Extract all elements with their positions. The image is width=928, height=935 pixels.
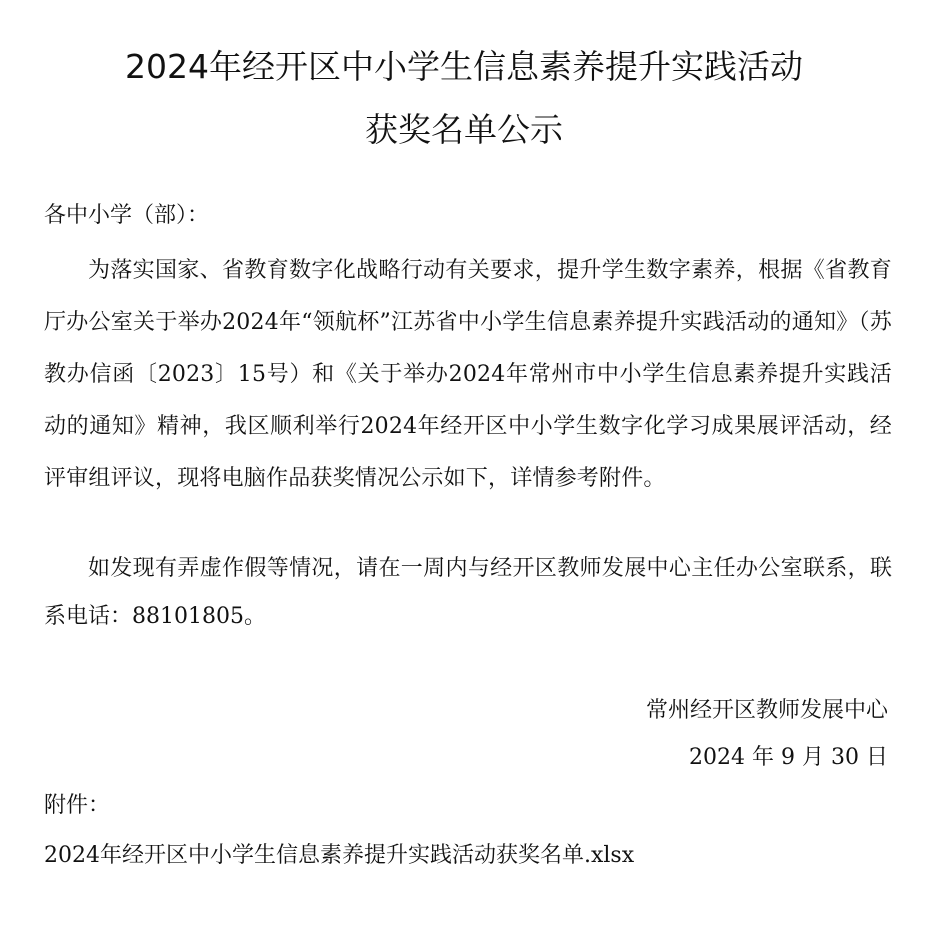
issuer-signature: 常州经开区教师发展中心 [645,698,888,723]
document-title-line-2: 获奖名单公示 [365,110,563,149]
body-paragraph-2: 如发现有弄虚作假等情况，请在一周内与经开区教师发展中心主任办公室联系，联系电话：88101805。 [44,556,892,629]
salutation: 各中小学（部）： [44,203,210,228]
document-title-line-1: 2024年经开区中小学生信息素养提升实践活动 [125,47,803,86]
body-paragraph-1: 为落实国家、省教育数字化战略行动有关要求，提升学生数字素养，根据《省教育厅办公室关于举办2024年“领航杯”江苏省中小学生信息素养提升实践活动的通知》（苏教办信函〔2023〕15号）和《关于举办2024年常州市中小学生信息素养提升实践活动的通知》精神，我区顺利举行2024年经开区中小学生数字化学习成果展评活动，经评审组评议，现将电脑作品获奖情况公示如下，详情参考附件。 [44,258,892,491]
issue-date: 2024 年 9 月 30 日 [689,745,888,770]
attachment-file-link[interactable]: 2024年经开区中小学生信息素养提升实践活动获奖名单.xlsx [44,843,635,868]
attachment-label: 附件： [44,793,111,818]
